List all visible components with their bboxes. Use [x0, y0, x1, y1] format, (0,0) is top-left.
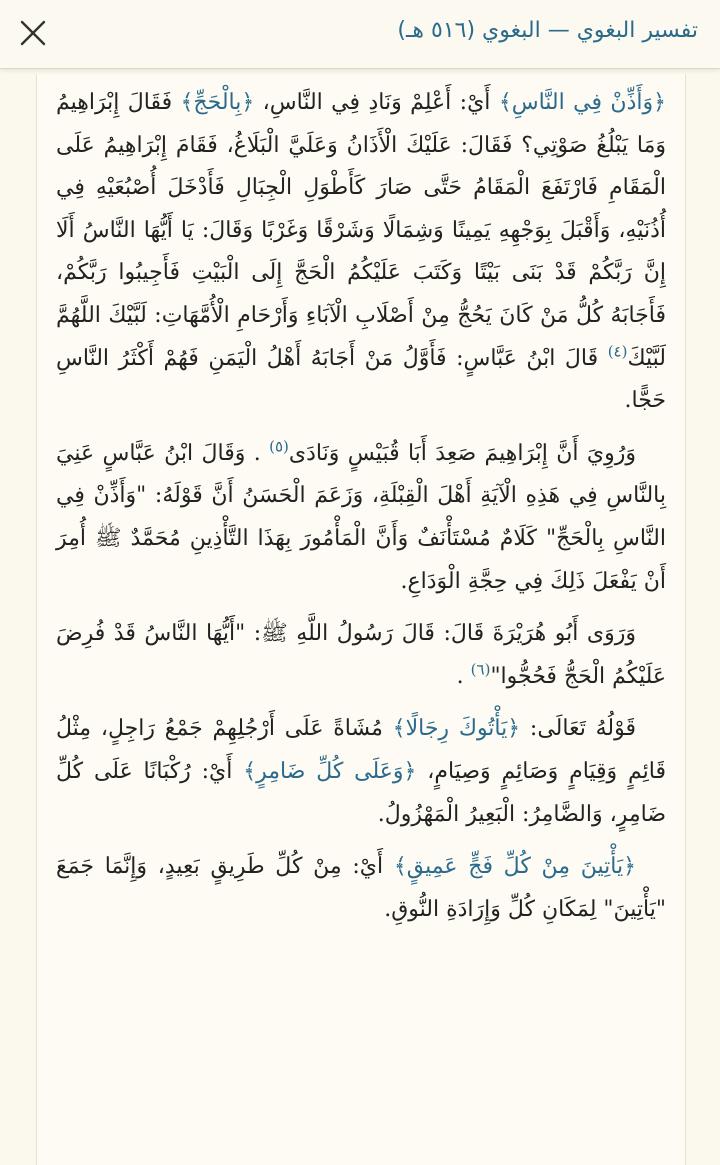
paragraph-text: قَوْلُهُ تَعَالَى: — [520, 716, 636, 742]
quran-verse: ﴿يَأْتِينَ مِنْ كُلِّ فَجٍّ عَمِيقٍ﴾ — [393, 854, 636, 880]
paragraph-text: أَيْ: مِنْ كُلِّ طَرِيقٍ بَعِيدٍ، وَإِنَّمَا جَمَعَ "يَأْتِينَ" لِمَكَانِ كُلِّ وَإِرَادَةِ النُّوقِ. — [56, 854, 666, 922]
paragraph-1 — [56, 82, 666, 423]
tafsir-text — [56, 82, 666, 941]
paragraph-text: . — [456, 663, 471, 689]
paragraph-text: . وَقَالَ ابْنُ عَبَّاسٍ عَنِيَ بِالنَّاسِ فِي هَذِهِ الْآيَةِ أَهْلَ الْقِبْلَةِ، وَزَعَمَ الْحَسَنُ أَنَّ قَوْلَهُ: "وَأَذِّنْ فِي النَّاسِ بِالْحَجِّ" كَلَامٌ مُسْتَأْنَفٌ وَأَنَّ الْمَأْمُورَ بِهَذَا التَّأْذِينِ مُحَمَّدٌ ﷺ أُمِرَ أَنْ يَفْعَلَ ذَلِكَ فِي حِجَّةِ الْوَدَاعِ. — [56, 440, 666, 594]
paragraph-text: فَقَالَ إِبْرَاهِيمُ وَمَا يَبْلُغُ صَوْتِي؟ فَقَالَ: عَلَيْكَ الْأَذَانُ وَعَلَيَّ الْبَلَاغُ، فَقَامَ إِبْرَاهِيمُ عَلَى الْمَقَامِ فَارْتَفَعَ الْمَقَامُ حَتَّى صَارَ كَأَطْوَلِ الْجِبَالِ فَأَدْخَلَ أُصْبُعَيْهِ فِي أُذُنَيْهِ، وَأَقْبَلَ بِوَجْهِهِ يَمِينًا وَشِمَالًا وَشَرْقًا وَغَرْبًا وَقَالَ: يَا أَيُّهَا النَّاسُ أَلَا إِنَّ رَبَّكُمْ قَدْ بَنَى بَيْتًا وَكَتَبَ عَلَيْكُمُ الْحَجَّ إِلَى الْبَيْتِ فَأَجِيبُوا رَبَّكُمْ، فَأَجَابَهُ كُلُّ مَنْ كَانَ يَحُجُّ مِنْ أَصْلَابِ الْآبَاءِ وَأَرْحَامِ الْأُمَّهَاتِ: لَبَّيْكَ اللَّهُمَّ لَبَّيْكَ — [56, 90, 666, 371]
paragraph-5 — [56, 846, 666, 931]
close-icon — [20, 20, 46, 46]
close-button[interactable] — [14, 14, 52, 52]
paragraph-text: أَيْ: أَعْلِمْ وَنَادِ فِي النَّاسِ، — [254, 90, 499, 115]
footnote-ref[interactable]: (٥) — [269, 437, 289, 456]
paragraph-text: وَرُوِيَ أَنَّ إِبْرَاهِيمَ صَعِدَ أَبَا قُبَيْسٍ وَنَادَى — [288, 440, 636, 466]
quran-verse: ﴿وَأَذِّنْ فِي النَّاسِ﴾ — [498, 90, 667, 115]
quran-verse: ﴿وَعَلَى كُلِّ ضَامِرٍ﴾ — [243, 758, 417, 784]
paragraph-text: وَرَوَى أَبُو هُرَيْرَةَ قَالَ: قَالَ رَسُولُ اللَّهِ ﷺ: "أَيُّهَا النَّاسُ قَدْ فُرِضَ عَلَيْكُمُ الْحَجُّ فَحُجُّوا" — [56, 621, 666, 689]
footnote-ref[interactable]: (٤) — [607, 342, 628, 361]
top-bar — [0, 0, 720, 69]
quran-verse: ﴿بِالْحَجِّ﴾ — [180, 90, 255, 115]
paragraph-text: مُشَاةً عَلَى أَرْجُلِهِمْ جَمْعُ رَاجِلٍ، مِثْلُ قَائِمٍ وَقِيَامٍ وَصَائِمٍ وَصِيَامٍ، — [56, 716, 666, 784]
paragraph-text: قَالَ ابْنُ عَبَّاسٍ: فَأَوَّلُ مَنْ أَجَابَهُ أَهْلُ الْيَمَنِ فَهُمْ أَكْثَرُ النَّاسِ حَجًّا. — [56, 345, 666, 414]
footnote-ref[interactable]: (٦) — [470, 660, 491, 679]
paragraph-4 — [56, 708, 666, 836]
paragraph-2 — [56, 433, 666, 603]
page-title: تفسير البغوي — البغوي (٥١٦ هـ) — [397, 18, 698, 43]
quran-verse: ﴿يَأْتُوكَ رِجَالًا﴾ — [392, 716, 521, 742]
paragraph-3 — [56, 613, 666, 698]
paragraph-text: أَيْ: رُكْبَانًا عَلَى كُلِّ ضَامِرٍ، وَالضَّامِرُ: الْبَعِيرُ الْمَهْزُولُ. — [56, 758, 666, 827]
